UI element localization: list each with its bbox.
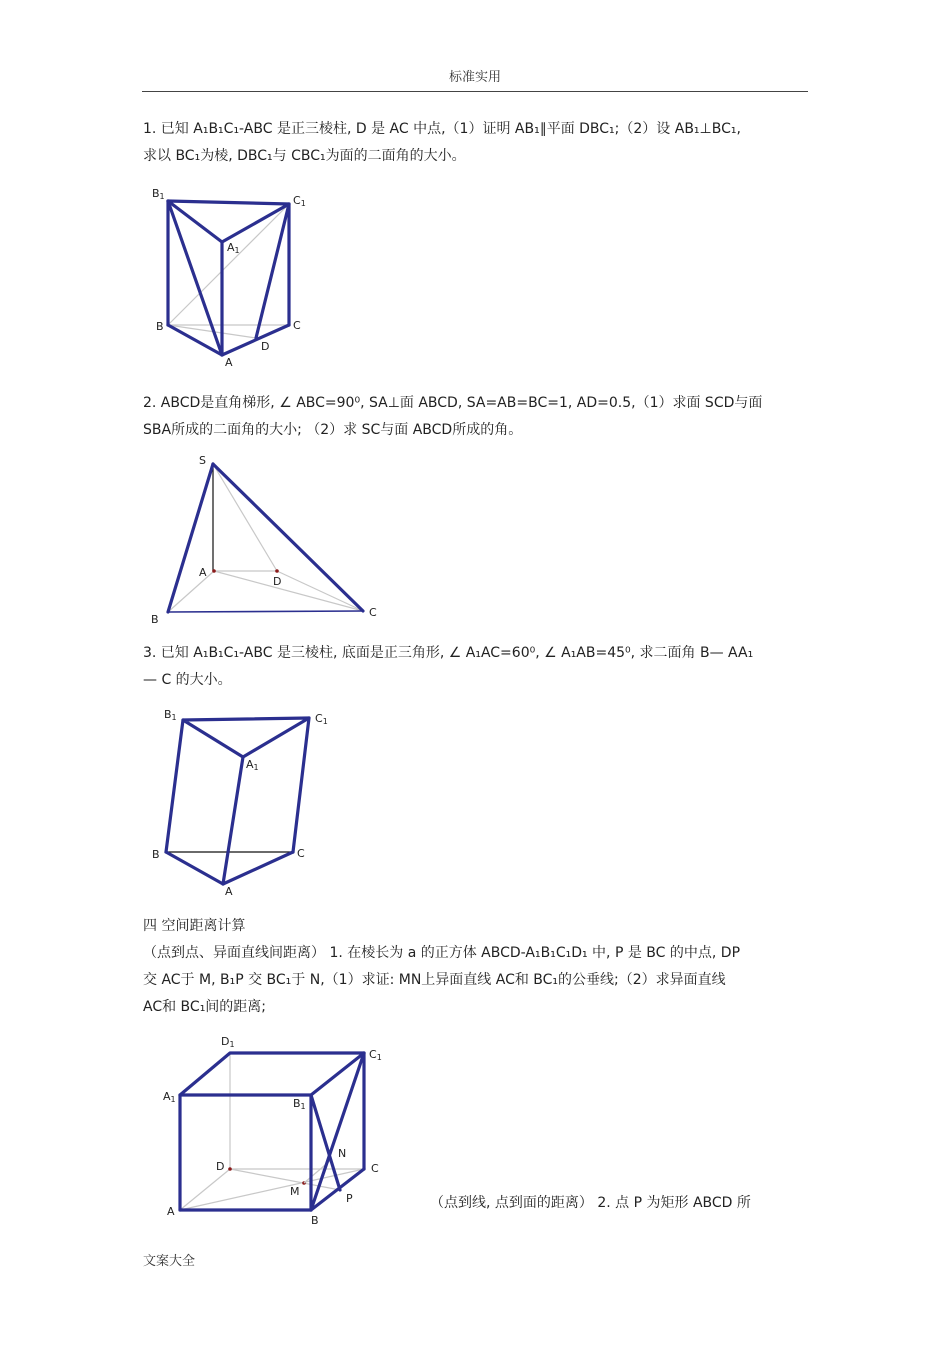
label-b1: $B_1$ bbox=[293, 1097, 306, 1111]
label-m: M bbox=[290, 1185, 300, 1198]
label-b: B bbox=[156, 320, 164, 333]
problem-3-line-1: 3. 已知 A₁B₁C₁-ABC 是三棱柱, 底面是正三角形, ∠ A₁AC=60⁰, ∠ A₁AB=45⁰, 求二面角 B— AA₁ bbox=[143, 645, 754, 661]
problem-1-line-2: 求以 BC₁为棱, DBC₁与 CBC₁为面的二面角的大小。 bbox=[143, 148, 466, 164]
section-4 bbox=[143, 913, 811, 1021]
label-c1: $C_1$ bbox=[315, 712, 328, 726]
label-b1: $B_1$ bbox=[152, 187, 165, 201]
figure-3-oblique-prism bbox=[145, 700, 345, 900]
label-b1: $B_1$ bbox=[164, 708, 177, 722]
label-a1: $A_1$ bbox=[246, 758, 259, 772]
label-d1: $D_1$ bbox=[221, 1035, 235, 1049]
label-c: C bbox=[293, 319, 301, 332]
problem-1 bbox=[143, 116, 811, 170]
page-footer: 文案大全 bbox=[143, 1254, 196, 1269]
section-4-title: 四 空间距离计算 bbox=[143, 918, 246, 934]
figure-1-prism bbox=[145, 185, 315, 375]
label-c: C bbox=[371, 1162, 379, 1175]
label-b: B bbox=[152, 848, 160, 861]
label-a: A bbox=[199, 566, 207, 579]
section-4-line-2: 交 AC于 M, B₁P 交 BC₁于 N,（1）求证: MN上异面直线 AC和 BC₁的公垂线;（2）求异面直线 bbox=[143, 972, 726, 988]
problem-2-line-2: SBA所成的二面角的大小; （2）求 SC与面 ABCD所成的角。 bbox=[143, 422, 523, 438]
label-b: B bbox=[311, 1214, 319, 1227]
figure-3-drawing bbox=[145, 700, 345, 900]
label-p: P bbox=[346, 1192, 353, 1205]
label-s: S bbox=[199, 454, 206, 467]
label-a: A bbox=[225, 885, 233, 898]
label-n: N bbox=[338, 1147, 347, 1160]
label-c: C bbox=[369, 606, 377, 619]
figure-4-drawing bbox=[145, 1030, 395, 1230]
side-note: （点到线, 点到面的距离） 2. 点 P 为矩形 ABCD 所 bbox=[430, 1195, 751, 1211]
label-d: D bbox=[216, 1160, 225, 1173]
label-a1: $A_1$ bbox=[227, 241, 240, 255]
figure-2-drawing bbox=[145, 450, 385, 630]
label-d: D bbox=[273, 575, 282, 588]
figure-2-pyramid bbox=[145, 450, 385, 630]
figure-4-cube bbox=[145, 1030, 395, 1230]
label-d: D bbox=[261, 340, 270, 353]
label-a: A bbox=[225, 356, 233, 369]
problem-2 bbox=[143, 390, 811, 444]
section-4-line-3: AC和 BC₁间的距离; bbox=[143, 999, 267, 1015]
problem-1-line-1: 1. 已知 A₁B₁C₁-ABC 是正三棱柱, D 是 AC 中点,（1）证明 AB₁∥平面 DBC₁;（2）设 AB₁⊥BC₁, bbox=[143, 121, 741, 137]
page-header: 标准实用 bbox=[448, 70, 501, 85]
label-a1: $A_1$ bbox=[163, 1090, 176, 1104]
header-divider bbox=[142, 91, 808, 92]
problem-3-line-2: — C 的大小。 bbox=[143, 672, 232, 688]
label-b: B bbox=[151, 613, 159, 626]
section-4-line-1: （点到点、异面直线间距离） 1. 在棱长为 a 的正方体 ABCD-A₁B₁C₁D₁ 中, P 是 BC 的中点, DP bbox=[143, 945, 741, 961]
figure-1-drawing bbox=[145, 185, 315, 375]
problem-3 bbox=[143, 640, 811, 694]
label-a: A bbox=[167, 1205, 175, 1218]
label-c: C bbox=[297, 847, 305, 860]
problem-2-line-1: 2. ABCD是直角梯形, ∠ ABC=90⁰, SA⊥面 ABCD, SA=AB=BC=1, AD=0.5,（1）求面 SCD与面 bbox=[143, 395, 763, 411]
label-c1: $C_1$ bbox=[293, 194, 306, 208]
label-c1: $C_1$ bbox=[369, 1048, 382, 1062]
